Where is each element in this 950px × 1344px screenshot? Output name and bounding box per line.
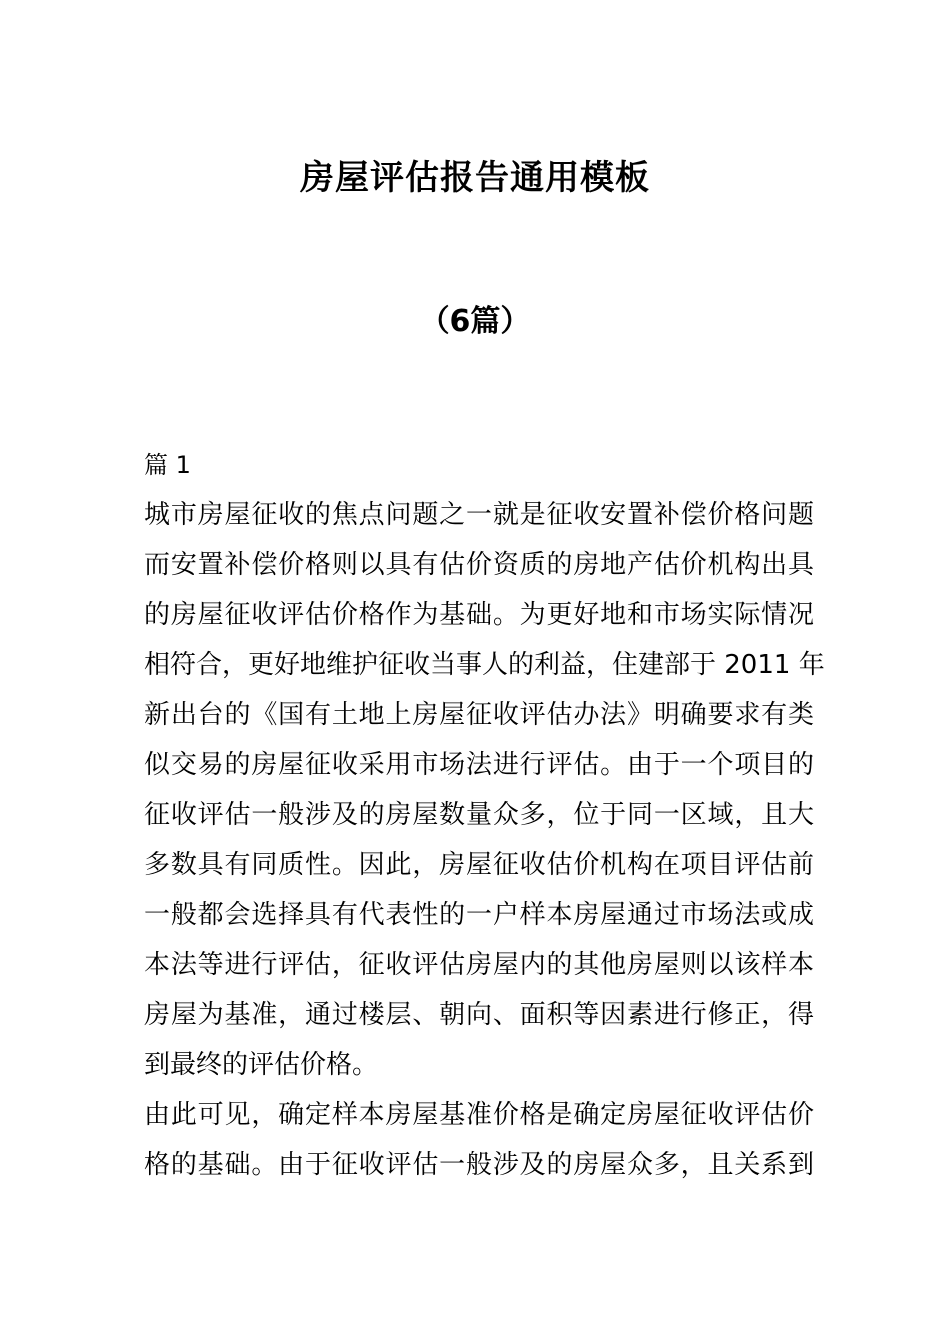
document-title: 房屋评估报告通用模板 bbox=[300, 158, 650, 198]
paragraph-line: 房屋为基准，通过楼层、朝向、面积等因素进行修正，得 bbox=[144, 1000, 814, 1030]
paragraph-line: 本法等进行评估，征收评估房屋内的其他房屋则以该样本 bbox=[144, 950, 814, 980]
paragraph-line: 一般都会选择具有代表性的一户样本房屋通过市场法或成 bbox=[144, 900, 814, 930]
document-subtitle: （6篇） bbox=[419, 304, 531, 339]
paragraph-line: 征收评估一般涉及的房屋数量众多，位于同一区域，且大 bbox=[144, 800, 814, 830]
paragraph-line: 相符合，更好地维护征收当事人的利益，住建部于 2011 年 bbox=[144, 650, 825, 680]
paragraph-1 bbox=[144, 490, 825, 1090]
paragraph-line: 的房屋征收评估价格作为基础。为更好地和市场实际情况 bbox=[144, 600, 814, 630]
paragraph-line: 新出台的《国有土地上房屋征收评估办法》明确要求有类 bbox=[144, 700, 814, 730]
paragraph-line: 城市房屋征收的焦点问题之一就是征收安置补偿价格问题 bbox=[144, 500, 814, 530]
paragraph-line: 格的基础。由于征收评估一般涉及的房屋众多，且关系到 bbox=[144, 1150, 814, 1180]
paragraph-line: 到最终的评估价格。 bbox=[144, 1050, 379, 1080]
section-heading: 篇 1 bbox=[144, 451, 191, 479]
paragraph-2 bbox=[144, 1090, 814, 1190]
paragraph-line: 似交易的房屋征收采用市场法进行评估。由于一个项目的 bbox=[144, 750, 814, 780]
paragraph-line: 由此可见，确定样本房屋基准价格是确定房屋征收评估价 bbox=[144, 1100, 814, 1130]
paragraph-line: 而安置补偿价格则以具有估价资质的房地产估价机构出具 bbox=[144, 550, 814, 580]
paragraph-line: 多数具有同质性。因此，房屋征收估价机构在项目评估前 bbox=[144, 850, 814, 880]
document-body bbox=[144, 440, 825, 1190]
